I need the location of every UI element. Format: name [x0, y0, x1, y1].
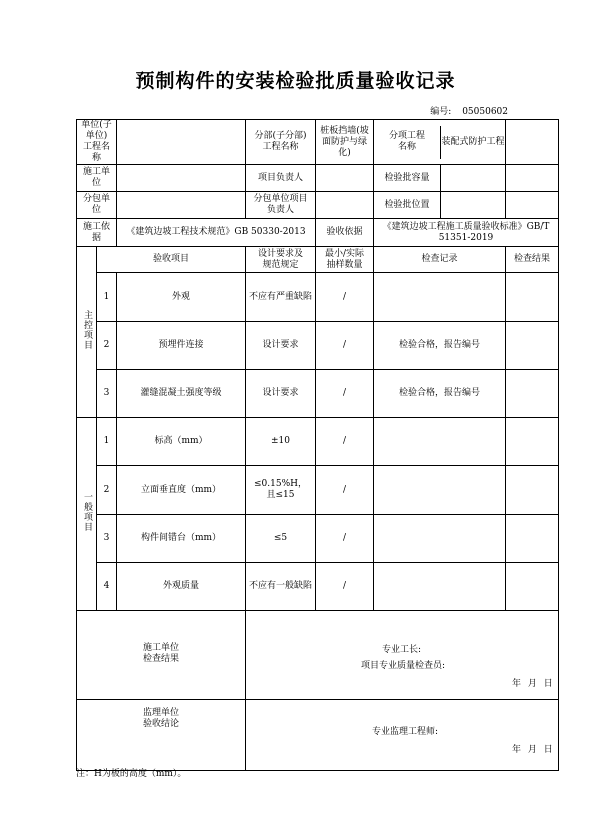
construction-check-area[interactable]	[246, 611, 559, 700]
item-req: 设计要求	[246, 370, 316, 418]
subcontract-leader-value[interactable]	[316, 192, 374, 219]
item-name: 外观	[117, 273, 246, 322]
code-label: 编号:	[430, 107, 452, 117]
item-no: 3	[97, 515, 117, 563]
division-value[interactable]: 桩板挡墙(坡面防护与绿化)	[316, 120, 374, 165]
item-sample[interactable]: /	[316, 563, 374, 611]
batch-capacity-cell	[374, 165, 506, 192]
item-req: 设计要求	[246, 322, 316, 370]
subitem-value[interactable]: 装配式防护工程	[441, 136, 505, 147]
item-name: 标高（mm）	[117, 418, 246, 466]
foreman-label: 专业工长:	[382, 645, 422, 655]
item-name: 灌缝混凝土强度等级	[117, 370, 246, 418]
item-no: 2	[97, 466, 117, 515]
subitem-value-extra	[506, 120, 559, 165]
acceptance-basis-value: 《建筑边坡工程施工质量验收标准》GB/T 51351-2019	[374, 219, 559, 247]
item-record[interactable]	[374, 418, 506, 466]
table-row	[77, 273, 559, 322]
basis-label: 施工依据	[77, 219, 117, 247]
item-result[interactable]	[506, 370, 559, 418]
unit-label: 单位(子单位) 工程名称	[77, 120, 117, 165]
item-sample[interactable]: /	[316, 515, 374, 563]
inspector-label: 项目专业质量检查员:	[361, 661, 446, 671]
subcontract-leader-label: 分包单位项目 负责人	[246, 192, 316, 219]
batch-location-cell	[374, 192, 506, 219]
supervision-check-area[interactable]	[246, 700, 559, 771]
col-design: 设计要求及 规范规定	[246, 247, 316, 273]
subcontract-value[interactable]	[117, 192, 246, 219]
table-row	[77, 466, 559, 515]
batch-location-value[interactable]	[441, 192, 505, 218]
item-record[interactable]	[374, 273, 506, 322]
item-name: 外观质量	[117, 563, 246, 611]
col-sample: 最小/实际 抽样数量	[316, 247, 374, 273]
subitem-label: 分项工程 名称	[374, 126, 441, 159]
item-sample[interactable]: /	[316, 322, 374, 370]
item-sample[interactable]: /	[316, 273, 374, 322]
basis-value: 《建筑边坡工程技术规范》GB 50330-2013	[117, 219, 316, 247]
subitem-cell	[374, 120, 506, 165]
item-result[interactable]	[506, 563, 559, 611]
item-req: 不应有严重缺陷	[246, 273, 316, 322]
item-name: 构件间错台（mm）	[117, 515, 246, 563]
item-record[interactable]	[374, 563, 506, 611]
main-group-label: 主控项目	[77, 247, 97, 418]
item-req: ≤5	[246, 515, 316, 563]
item-req: ±10	[246, 418, 316, 466]
item-record[interactable]: 检验合格，报告编号	[374, 370, 506, 418]
construction-check-label: 施工单位 检查结果	[77, 611, 246, 700]
item-result[interactable]	[506, 466, 559, 515]
item-name: 立面垂直度（mm）	[117, 466, 246, 515]
batch-capacity-extra	[506, 165, 559, 192]
supervision-check-label: 监理单位 验收结论	[77, 700, 246, 771]
item-record[interactable]	[374, 515, 506, 563]
item-no: 4	[97, 563, 117, 611]
table-row	[77, 322, 559, 370]
item-record[interactable]	[374, 466, 506, 515]
batch-capacity-value[interactable]	[441, 165, 505, 191]
engineer-label: 专业监理工程师:	[372, 727, 439, 737]
table-row	[77, 563, 559, 611]
item-no: 3	[97, 370, 117, 418]
item-sample[interactable]: /	[316, 466, 374, 515]
item-sample[interactable]: /	[316, 418, 374, 466]
col-item: 验收项目	[97, 247, 246, 273]
acceptance-basis-label: 验收依据	[316, 219, 374, 247]
batch-location-extra	[506, 192, 559, 219]
item-no: 1	[97, 273, 117, 322]
table-row	[77, 370, 559, 418]
col-result: 检查结果	[506, 247, 559, 273]
item-result[interactable]	[506, 273, 559, 322]
construction-date: 年 月 日	[512, 679, 555, 689]
division-label: 分部(子分部) 工程名称	[246, 120, 316, 165]
item-name: 预埋件连接	[117, 322, 246, 370]
item-no: 2	[97, 322, 117, 370]
project-leader-label: 项目负责人	[246, 165, 316, 192]
item-result[interactable]	[506, 322, 559, 370]
construction-unit-label: 施工单位	[77, 165, 117, 192]
item-record[interactable]: 检验合格，报告编号	[374, 322, 506, 370]
col-record: 检查记录	[374, 247, 506, 273]
page-title: 预制构件的安装检验批质量验收记录	[135, 70, 456, 92]
table-row	[77, 418, 559, 466]
item-no: 1	[97, 418, 117, 466]
item-req: 不应有一般缺陷	[246, 563, 316, 611]
construction-unit-value[interactable]	[117, 165, 246, 192]
batch-location-label: 检验批位置	[374, 192, 441, 218]
general-group-label: 一般项目	[77, 418, 97, 611]
subcontract-label: 分包单位	[77, 192, 117, 219]
code-value: 05050602	[462, 107, 508, 117]
footnote: 注：H为板的高度（mm）。	[76, 769, 187, 779]
table-row	[77, 515, 559, 563]
batch-capacity-label: 检验批容量	[374, 165, 441, 191]
item-req: ≤0.15%H， 且≤15	[246, 466, 316, 515]
project-leader-value[interactable]	[316, 165, 374, 192]
unit-value[interactable]	[117, 120, 246, 165]
record-code	[430, 104, 508, 117]
supervision-date: 年 月 日	[512, 745, 555, 755]
item-result[interactable]	[506, 418, 559, 466]
item-sample[interactable]: /	[316, 370, 374, 418]
item-result[interactable]	[506, 515, 559, 563]
record-table	[76, 119, 559, 771]
